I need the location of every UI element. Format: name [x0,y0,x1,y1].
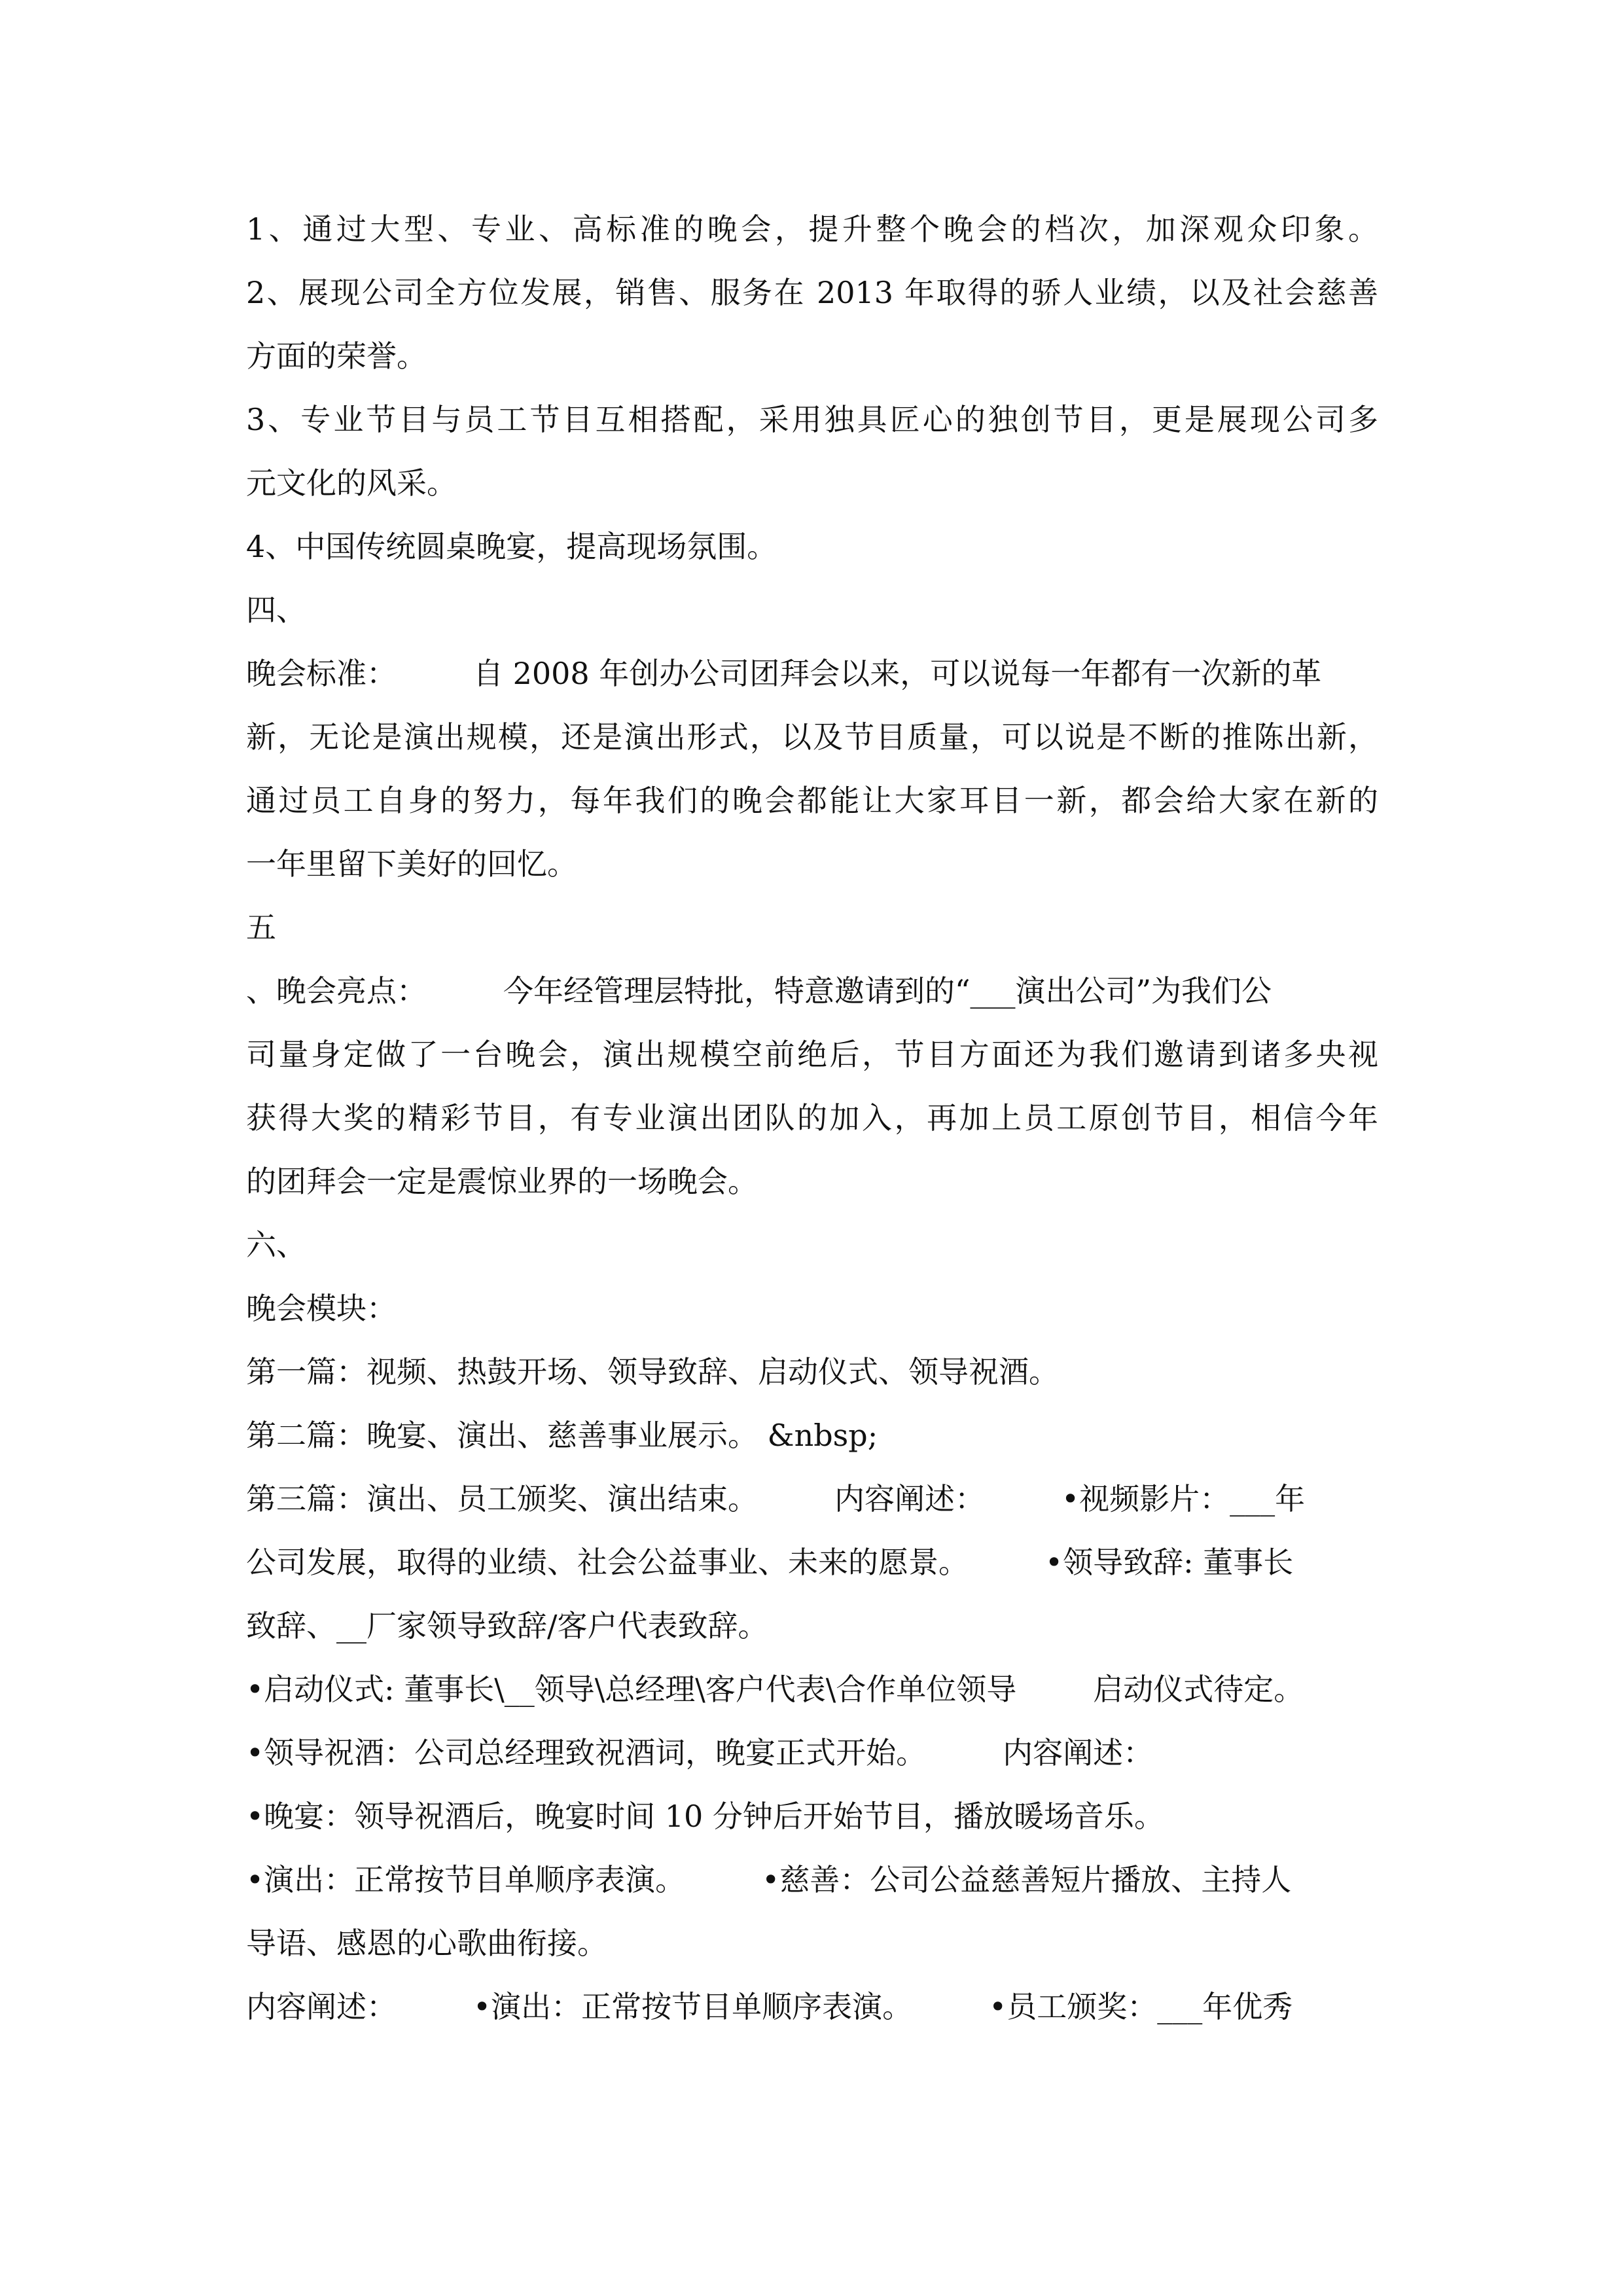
paragraph-line: 导语、感恩的心歌曲衔接。 [246,1926,607,1961]
paragraph-line: 2、展现公司全方位发展，销售、服务在 2013 年取得的骄人业绩，以及社会慈善 [246,275,1378,310]
paragraph-line: 晚会标准： 自 2008 年创办公司团拜会以来，可以说每一年都有一次新的革 [246,656,1322,691]
paragraph-line: 第一篇：视频、热鼓开场、领导致辞、启动仪式、领导祝酒。 [246,1354,1059,1390]
section-heading: 四、 [246,592,306,628]
body-text [246,198,1378,2039]
paragraph-line: 1、通过大型、专业、高标准的晚会，提升整个晚会的档次，加深观众印象。 [246,211,1378,247]
paragraph-line: •演出：正常按节目单顺序表演。 •慈善：公司公益慈善短片播放、主持人 [246,1862,1292,1897]
paragraph-line: 公司发展，取得的业绩、社会公益事业、未来的愿景。 •领导致辞: 董事长 [246,1545,1294,1580]
paragraph-line: 司量身定做了一台晚会，演出规模空前绝后，节目方面还为我们邀请到诸多央视 [246,1037,1378,1072]
paragraph-line: 一年里留下美好的回忆。 [246,846,577,882]
section-heading: 六、 [246,1227,306,1263]
paragraph-line: 元文化的风采。 [246,465,457,501]
paragraph-line: •领导祝酒：公司总经理致祝酒词，晚宴正式开始。 内容阐述： [246,1735,1154,1770]
paragraph-line: 4、中国传统圆桌晚宴，提高现场氛围。 [246,529,777,564]
paragraph-line: •启动仪式: 董事长\__领导\总经理\客户代表\合作单位领导 启动仪式待定。 [246,1672,1304,1707]
paragraph-line: 3、专业节目与员工节目互相搭配，采用独具匠心的独创节目，更是展现公司多 [246,402,1378,437]
paragraph-line: 方面的荣誉。 [246,338,427,374]
paragraph-line: 、晚会亮点： 今年经管理层特批，特意邀请到的“___演出公司”为我们公 [246,973,1272,1009]
paragraph-line: 获得大奖的精彩节目，有专业演出团队的加入，再加上员工原创节目，相信今年 [246,1100,1378,1136]
paragraph-line: 通过员工自身的努力，每年我们的晚会都能让大家耳目一新，都会给大家在新的 [246,783,1378,818]
paragraph-line: 第二篇：晚宴、演出、慈善事业展示。 &nbsp; [246,1418,878,1453]
paragraph-line: 致辞、__厂家领导致辞/客户代表致辞。 [246,1608,768,1643]
paragraph-line: 晚会模块： [246,1291,397,1326]
paragraph-line: 的团拜会一定是震惊业界的一场晚会。 [246,1164,758,1199]
paragraph-line: 内容阐述： •演出：正常按节目单顺序表演。 •员工颁奖：___年优秀 [246,1989,1293,2024]
paragraph-line: •晚宴：领导祝酒后，晚宴时间 10 分钟后开始节目，播放暖场音乐。 [246,1799,1164,1834]
section-heading: 五 [246,910,276,945]
paragraph-line: 新，无论是演出规模，还是演出形式，以及节目质量，可以说是不断的推陈出新， [246,719,1378,755]
paragraph-line: 第三篇：演出、员工颁奖、演出结束。 内容阐述： •视频影片：___年 [246,1481,1306,1516]
